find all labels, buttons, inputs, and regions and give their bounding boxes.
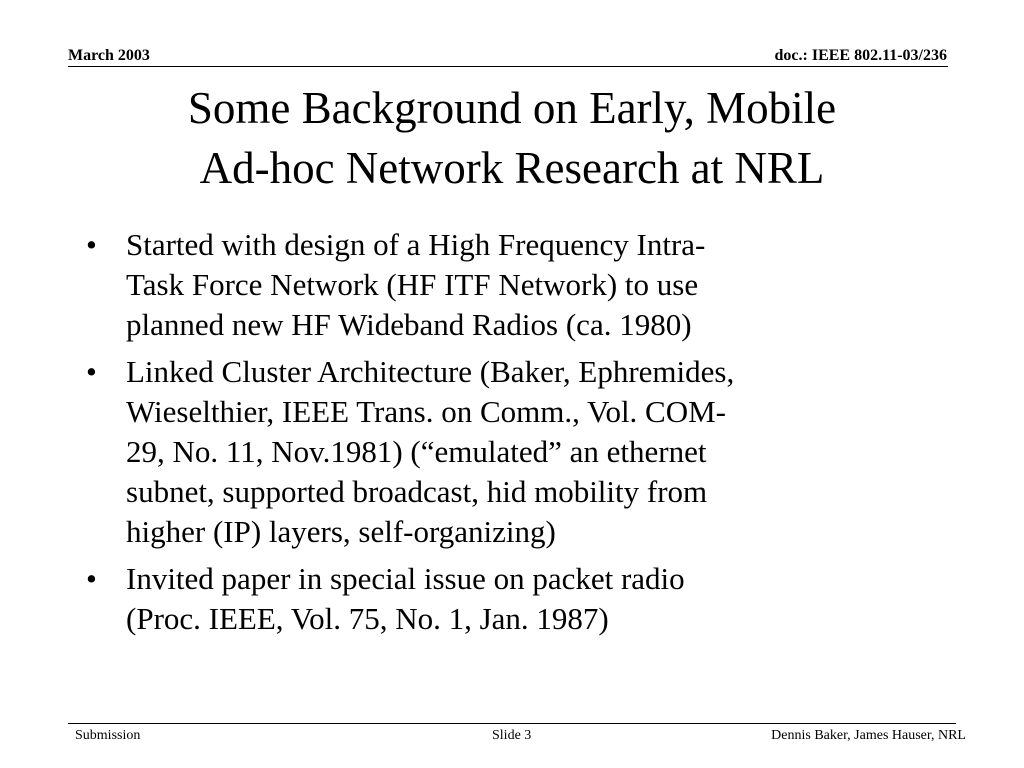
slide-title-line-1: Some Background on Early, Mobile [187,83,837,133]
bullet-1-line-2: Task Force Network (HF ITF Network) to use [126,267,699,302]
bullet-2-line-3: 29, No. 11, Nov.1981) (“emulated” an ethernet [126,434,707,469]
header-date: March 2003 [68,47,150,64]
bullet-icon: • [86,354,97,389]
slide-title [50,78,974,198]
footer-submission: Submission [75,728,141,743]
footer-slide-number: Slide 3 [492,728,532,743]
bullet-3-line-1: Invited paper in special issue on packet radio [126,561,685,596]
footer-divider [68,723,956,724]
bullet-3-line-2: (Proc. IEEE, Vol. 75, No. 1, Jan. 1987) [126,601,609,636]
footer-authors: Dennis Baker, James Hauser, NRL [771,728,966,743]
slide-title-line-2: Ad-hoc Network Research at NRL [199,143,825,193]
header-divider [68,66,948,67]
bullet-2-line-2: Wieselthier, IEEE Trans. on Comm., Vol. COM- [126,394,727,429]
bullet-list [84,225,914,646]
bullet-1-line-1: Started with design of a High Frequency Intra- [126,227,706,262]
bullet-icon: • [86,227,97,262]
bullet-item-3 [84,559,914,639]
bullet-2-line-1: Linked Cluster Architecture (Baker, Ephremides, [126,354,735,389]
bullet-item-2 [84,352,914,552]
bullet-1-line-3: planned new HF Wideband Radios (ca. 1980) [126,307,692,342]
bullet-2-line-5: higher (IP) layers, self-organizing) [126,514,556,549]
bullet-icon: • [86,561,97,596]
bullet-2-line-4: subnet, supported broadcast, hid mobility from [126,474,708,509]
bullet-item-1 [84,225,914,345]
header-doc-number: doc.: IEEE 802.11-03/236 [774,47,947,64]
